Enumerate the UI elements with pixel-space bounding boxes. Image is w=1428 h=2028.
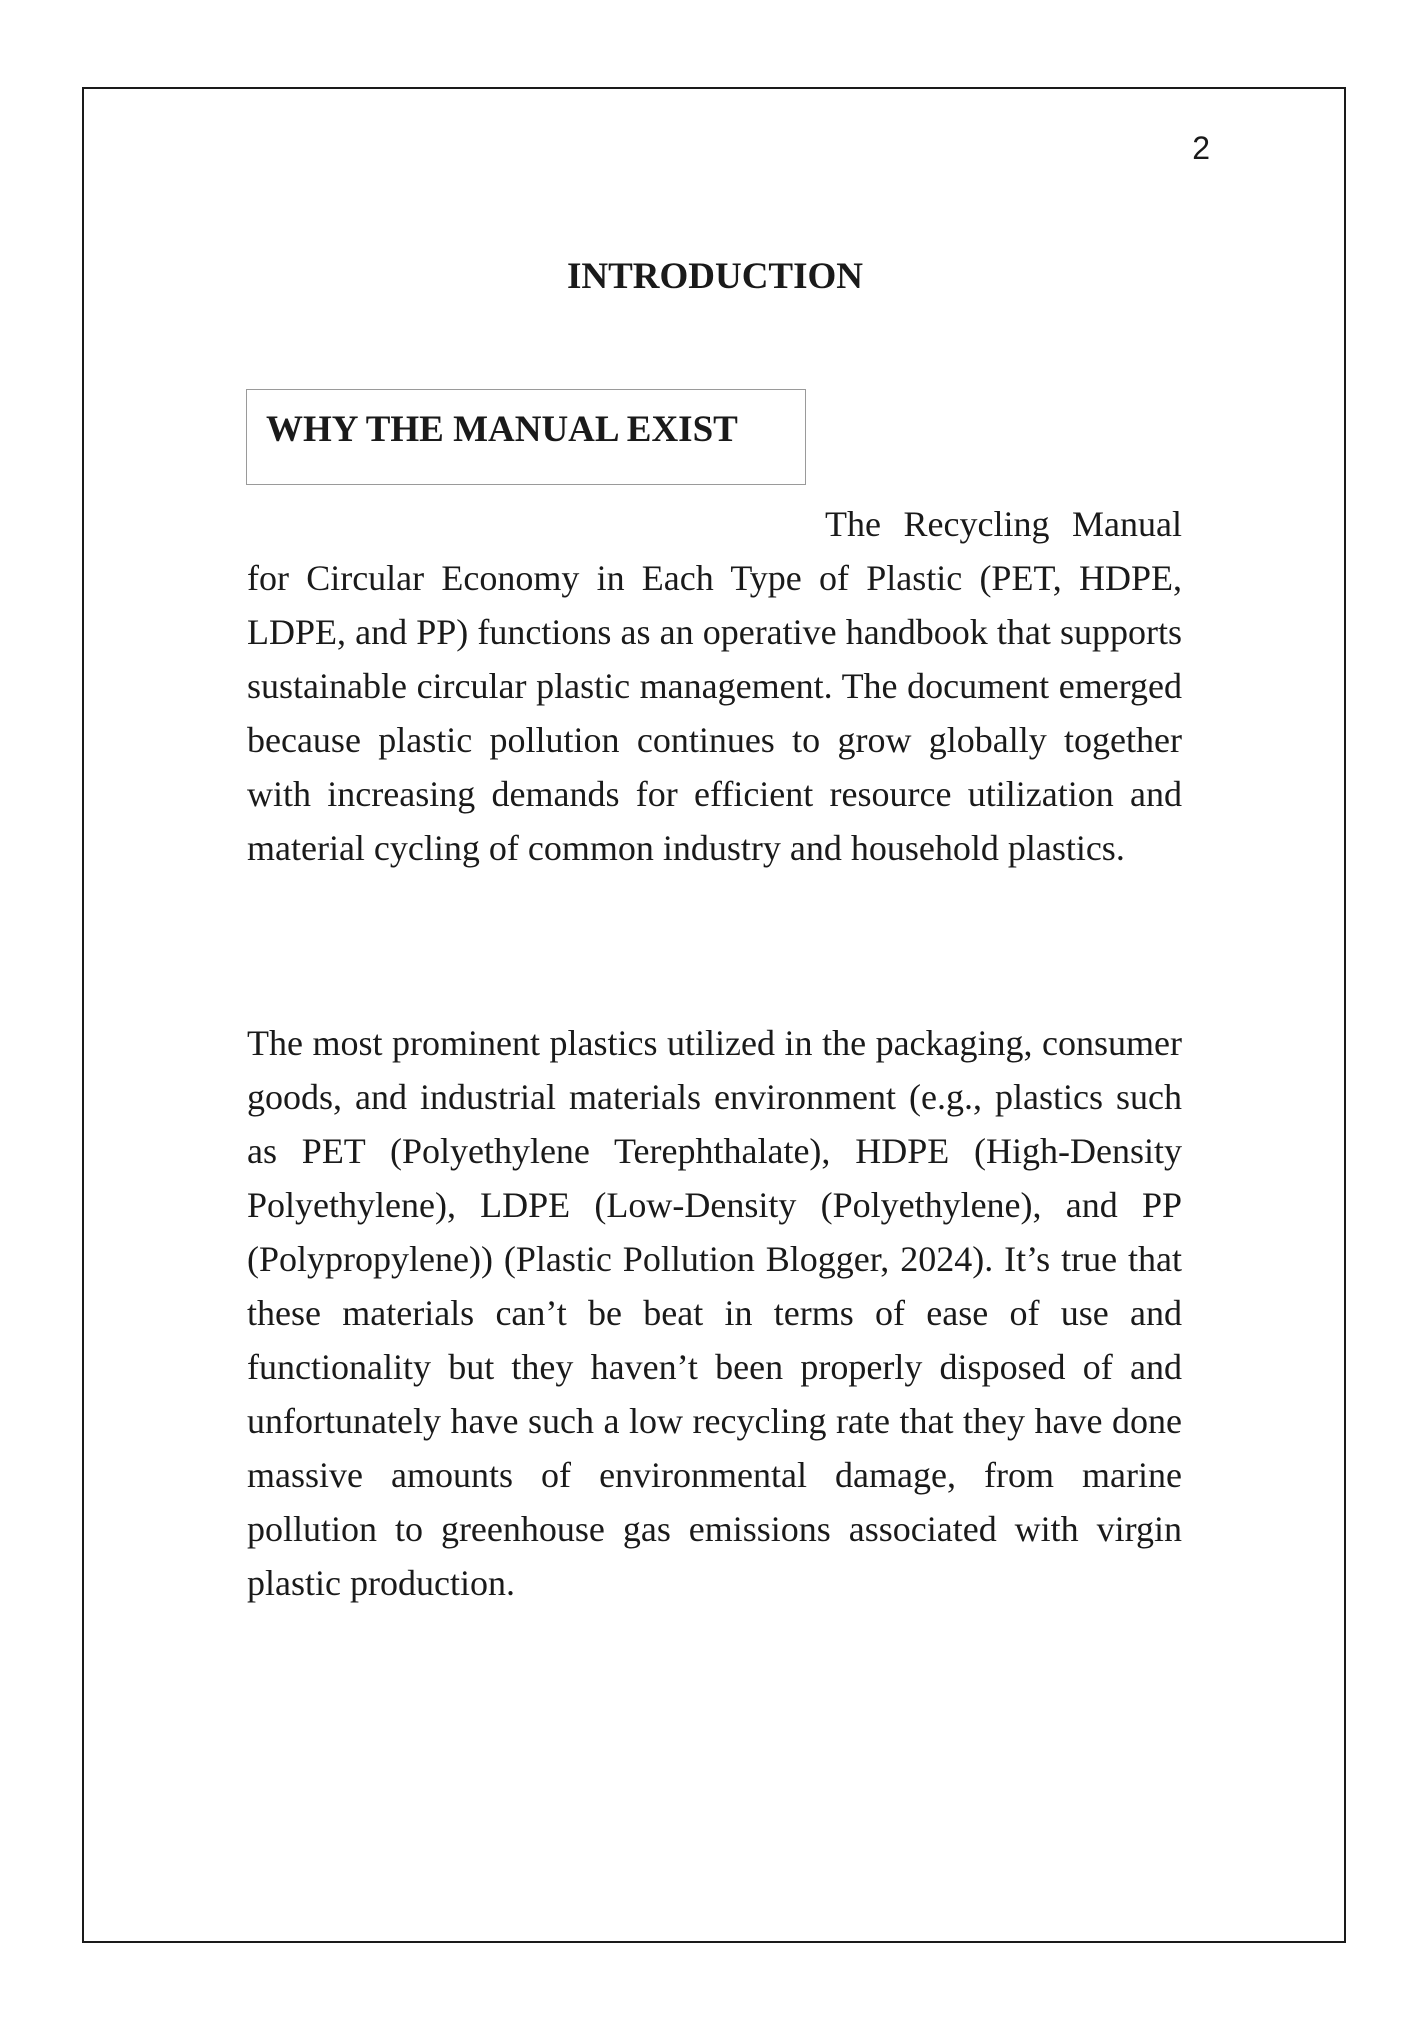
page-number: 2 [1192,130,1210,166]
page-border [82,87,1346,1943]
paragraph-purpose: The Recycling Manual for Circular Economy in Each Type of Plastic (PET, HDPE, LDPE, and PP) functions as an operative handbook that supports sustainable circular plastic management. The document emerged because plastic pollution continues to grow globally together with increasing demands for efficient resource utilization and material cycling of common industry and household plastics. [247,504,1182,868]
page-title: INTRODUCTION [566,256,864,297]
section-heading: WHY THE MANUAL EXIST [266,409,738,450]
paragraph-plastics: The most prominent plastics utilized in the packaging, consumer goods, and industrial materials environment (e.g., plastics such as PET (Polyethylene Terephthalate), HDPE (High-Density Polyethylene), LDPE (Low-Density (Polyethylene), and PP (Polypropylene)) (Plastic Pollution Blogger, 2024). It’s true that these materials can’t be beat in terms of ease of use and functionality but they haven’t been properly disposed of and unfortunately have such a low recycling rate that they have done massive amounts of environmental damage, from marine pollution to greenhouse gas emissions associated with virgin plastic production. [247,1023,1182,1603]
